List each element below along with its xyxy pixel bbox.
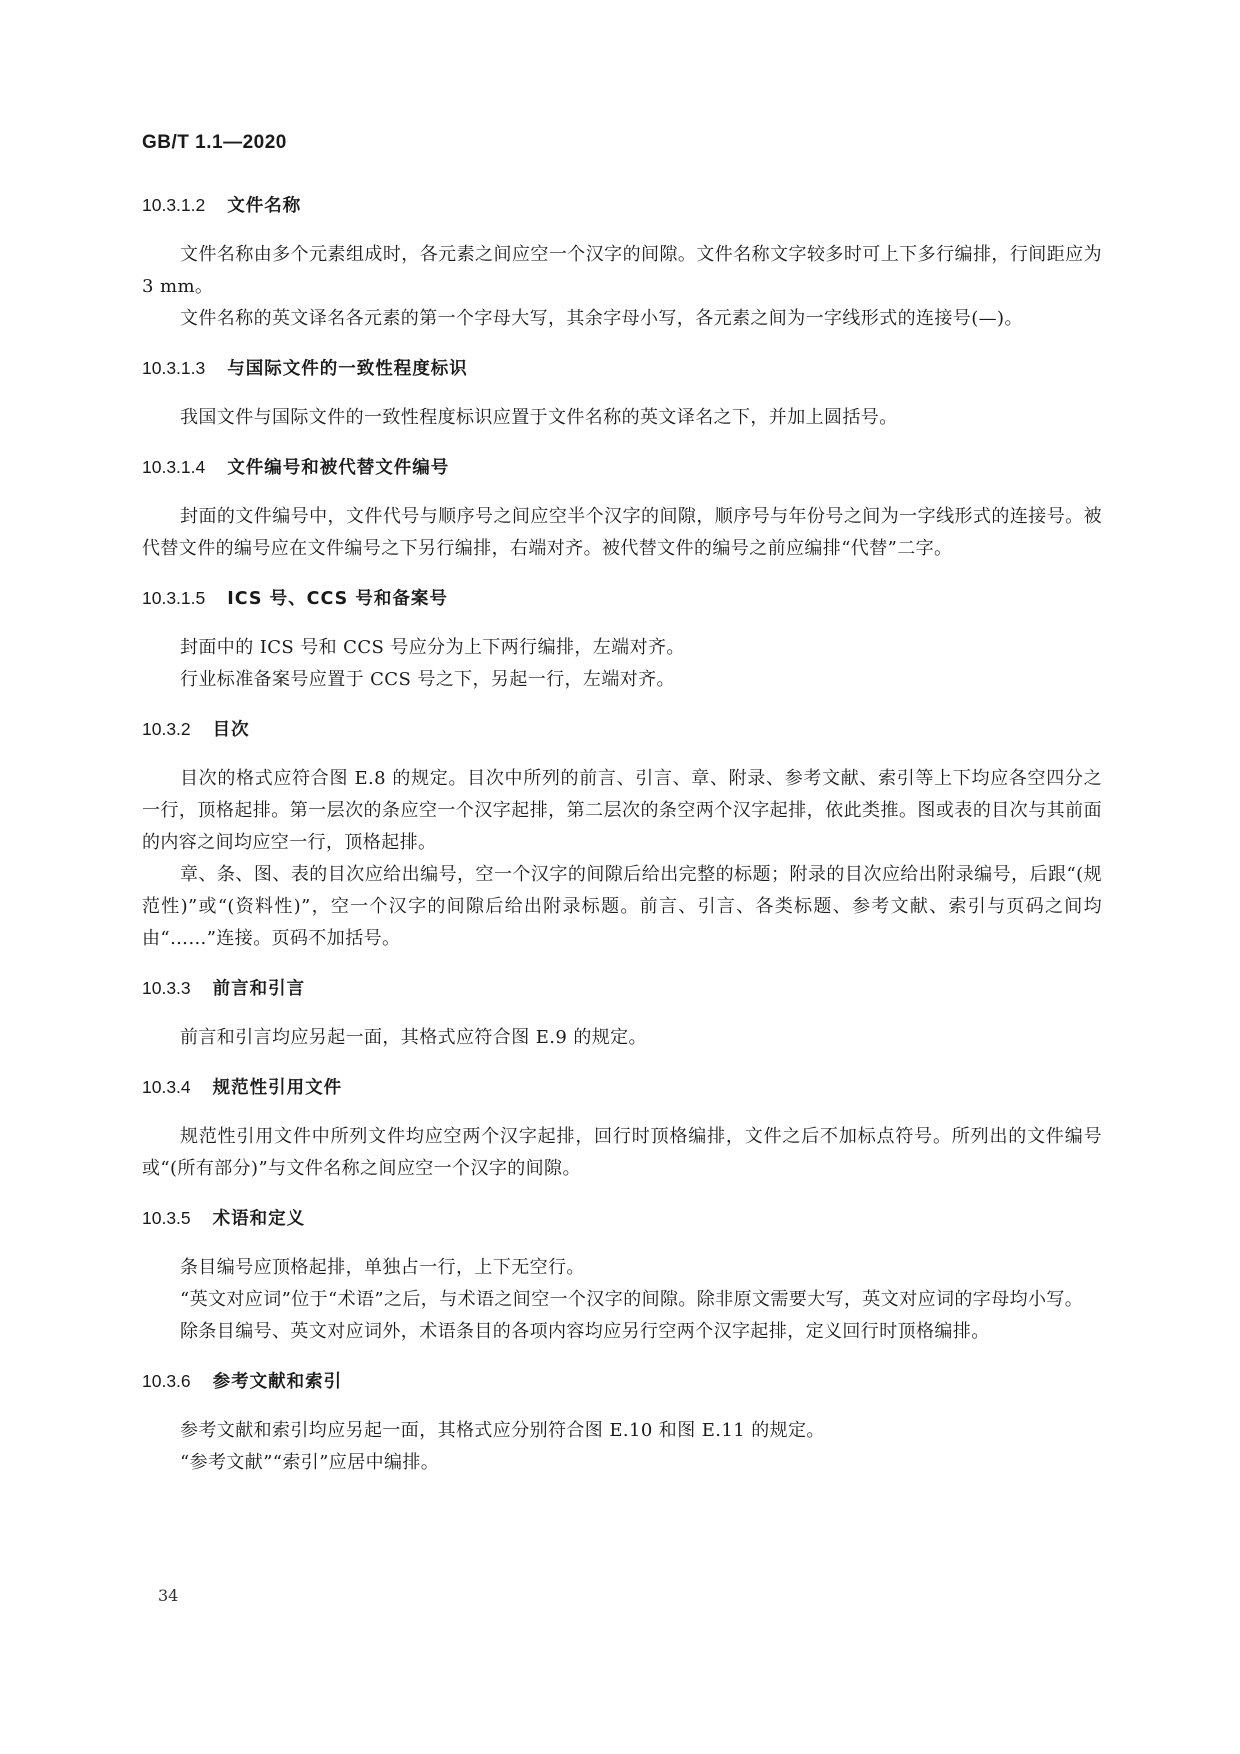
section-heading xyxy=(142,583,1102,614)
section-title: ICS 号、CCS 号和备案号 xyxy=(227,589,448,609)
body-paragraph: 我国文件与国际文件的一致性程度标识应置于文件名称的英文译名之下，并加上圆括号。 xyxy=(180,407,898,428)
section-heading xyxy=(142,1072,1102,1103)
document-body xyxy=(142,190,1102,1497)
section-number: 10.3.2 xyxy=(142,719,191,739)
section-heading xyxy=(142,973,1102,1004)
body-paragraph: 封面中的 ICS 号和 CCS 号应分为上下两行编排，左端对齐。 xyxy=(180,637,685,658)
section-10-3-2 xyxy=(142,714,1102,955)
section-heading xyxy=(142,1203,1102,1234)
section-title: 与国际文件的一致性程度标识 xyxy=(227,359,468,379)
body-paragraph: 前言和引言均应另起一面，其格式应符合图 E.9 的规定。 xyxy=(180,1027,647,1048)
body-paragraph: 文件名称的英文译名各元素的第一个字母大写，其余字母小写，各元素之间为一字线形式的连接号(—)。 xyxy=(180,308,1023,329)
section-title: 目次 xyxy=(212,720,250,740)
body-paragraph: “英文对应词”位于“术语”之后，与术语之间空一个汉字的间隙。除非原文需要大写，英文对应词的字母均小写。 xyxy=(180,1289,1084,1310)
section-number: 10.3.1.5 xyxy=(142,588,206,608)
section-number: 10.3.1.4 xyxy=(142,457,206,477)
body-paragraph: 参考文献和索引均应另起一面，其格式应分别符合图 E.10 和图 E.11 的规定。 xyxy=(180,1420,825,1441)
page-number: 34 xyxy=(158,1586,179,1605)
section-title: 参考文献和索引 xyxy=(212,1372,343,1392)
section-heading xyxy=(142,1366,1102,1397)
body-paragraph: 封面的文件编号中，文件代号与顺序号之间应空半个汉字的间隙，顺序号与年份号之间为一字线形式的连接号。被代替文件的编号应在文件编号之下另行编排，右端对齐。被代替文件的编号之前应编排“代替”二字。 xyxy=(142,506,1102,559)
section-title: 术语和定义 xyxy=(212,1209,306,1229)
section-10-3-1-5 xyxy=(142,583,1102,696)
section-10-3-1-2 xyxy=(142,190,1102,335)
section-title: 规范性引用文件 xyxy=(212,1078,343,1098)
body-paragraph: 规范性引用文件中所列文件均应空两个汉字起排，回行时顶格编排，文件之后不加标点符号。所列出的文件编号或“(所有部分)”与文件名称之间应空一个汉字的间隙。 xyxy=(142,1126,1102,1179)
document-code-header: GB/T 1.1—2020 xyxy=(142,132,287,153)
section-number: 10.3.6 xyxy=(142,1371,191,1391)
section-title: 文件名称 xyxy=(227,196,302,216)
body-paragraph: “参考文献”“索引”应居中编排。 xyxy=(180,1452,440,1473)
section-number: 10.3.4 xyxy=(142,1077,191,1097)
body-paragraph: 文件名称由多个元素组成时，各元素之间应空一个汉字的间隙。文件名称文字较多时可上下多行编排，行间距应为 3 mm。 xyxy=(142,244,1102,297)
section-10-3-3 xyxy=(142,973,1102,1054)
section-number: 10.3.1.3 xyxy=(142,358,206,378)
body-paragraph: 条目编号应顶格起排，单独占一行，上下无空行。 xyxy=(180,1257,585,1278)
section-10-3-1-4 xyxy=(142,452,1102,565)
section-heading xyxy=(142,353,1102,384)
body-paragraph: 除条目编号、英文对应词外，术语条目的各项内容均应另行空两个汉字起排，定义回行时顶格编排。 xyxy=(180,1321,990,1342)
section-number: 10.3.1.2 xyxy=(142,195,206,215)
section-number: 10.3.5 xyxy=(142,1208,191,1228)
section-10-3-5 xyxy=(142,1203,1102,1348)
section-10-3-6 xyxy=(142,1366,1102,1479)
section-title: 前言和引言 xyxy=(212,979,306,999)
body-paragraph: 行业标准备案号应置于 CCS 号之下，另起一行，左端对齐。 xyxy=(180,669,675,690)
section-number: 10.3.3 xyxy=(142,978,191,998)
section-heading xyxy=(142,190,1102,221)
body-paragraph: 目次的格式应符合图 E.8 的规定。目次中所列的前言、引言、章、附录、参考文献、索引等上下均应各空四分之一行，顶格起排。第一层次的条应空一个汉字起排，第二层次的条空两个汉字起排，依此类推。图或表的目次与其前面的内容之间均应空一行，顶格起排。 xyxy=(142,768,1102,853)
section-heading xyxy=(142,452,1102,483)
section-title: 文件编号和被代替文件编号 xyxy=(227,458,450,478)
body-paragraph: 章、条、图、表的目次应给出编号，空一个汉字的间隙后给出完整的标题；附录的目次应给出附录编号，后跟“(规范性)”或“(资料性)”，空一个汉字的间隙后给出附录标题。前言、引言、各类标题、参考文献、索引与页码之间均由“……”连接。页码不加括号。 xyxy=(142,864,1102,949)
section-heading xyxy=(142,714,1102,745)
section-10-3-1-3 xyxy=(142,353,1102,434)
section-10-3-4 xyxy=(142,1072,1102,1185)
